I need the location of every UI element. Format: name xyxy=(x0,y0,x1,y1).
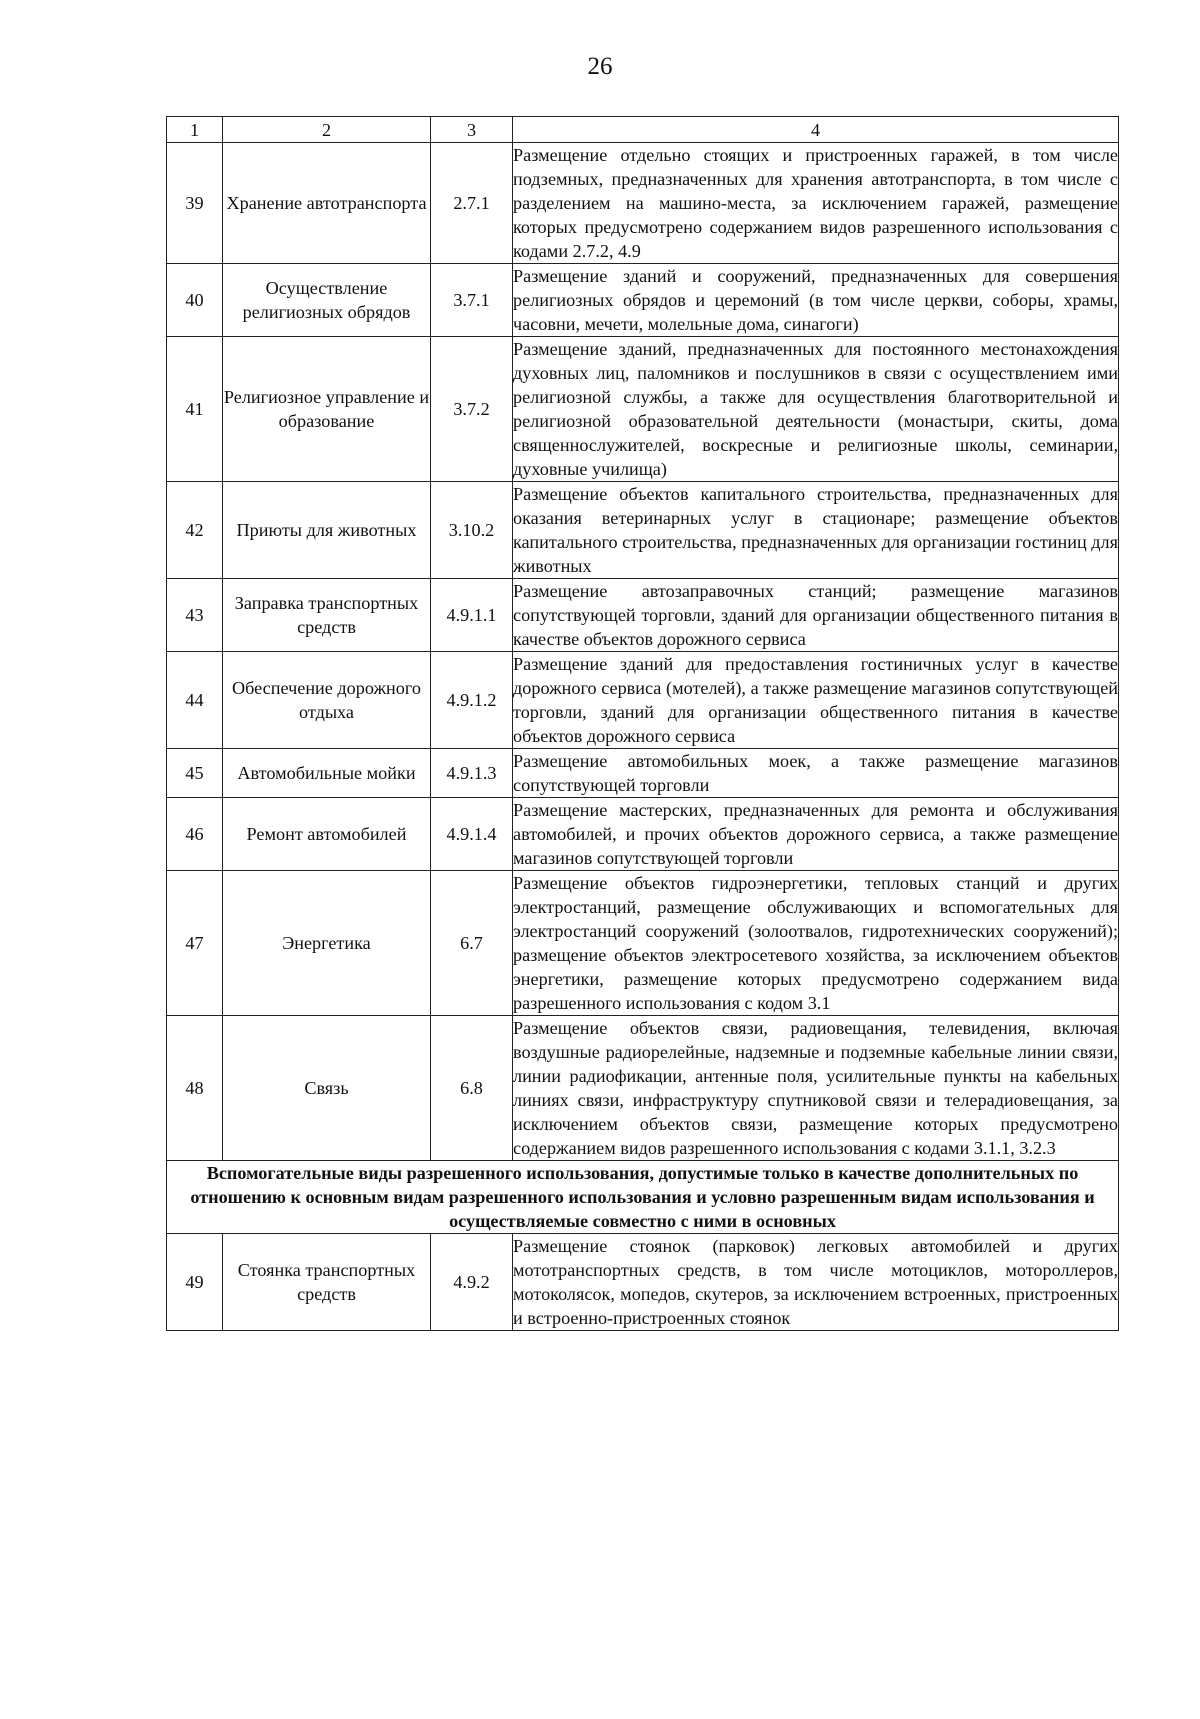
land-use-description: Размещение стоянок (парковок) легковых автомобилей и других мототранспортных средств, в том числе мотоциклов, мотороллеров, мотоколясок, мопедов, скутеров, за исключением встроенных, пристроенных и встроенно-пристроенных стоянок xyxy=(513,1234,1119,1331)
land-use-code: 4.9.1.4 xyxy=(431,798,513,871)
land-use-name: Автомобильные мойки xyxy=(223,749,431,798)
column-number-header-row xyxy=(167,117,1119,143)
land-use-description: Размещение зданий для предоставления гостиничных услуг в качестве дорожного сервиса (мотелей), а также размещение магазинов сопутствующей торговли, зданий для организации общественного питания в качестве объектов дорожного сервиса xyxy=(513,652,1119,749)
land-use-name: Осуществление религиозных обрядов xyxy=(223,264,431,337)
page-number: 26 xyxy=(587,53,613,80)
land-use-description: Размещение отдельно стоящих и пристроенных гаражей, в том числе подземных, предназначенных для хранения автотранспорта, в том числе с разделением на машино-места, за исключением гаражей, размещение которых предусмотрено содержанием видов разрешенного использования с кодами 2.7.2, 4.9 xyxy=(513,143,1119,264)
table-row xyxy=(167,1016,1119,1161)
land-use-description: Размещение зданий и сооружений, предназначенных для совершения религиозных обрядов и церемоний (в том числе церкви, соборы, храмы, часовни, мечети, молельные дома, синагоги) xyxy=(513,264,1119,337)
land-use-code: 4.9.1.3 xyxy=(431,749,513,798)
table-row xyxy=(167,798,1119,871)
land-use-name: Обеспечение дорожного отдыха xyxy=(223,652,431,749)
land-use-table xyxy=(166,116,1119,1331)
header-cell-3: 3 xyxy=(431,117,513,143)
row-number: 43 xyxy=(167,579,223,652)
row-number: 42 xyxy=(167,482,223,579)
land-use-description: Размещение объектов капитального строительства, предназначенных для оказания ветеринарных услуг в стационаре; размещение объектов капитального строительства, предназначенных для организации гостиниц для животных xyxy=(513,482,1119,579)
table-row xyxy=(167,749,1119,798)
land-use-code: 2.7.1 xyxy=(431,143,513,264)
row-number: 47 xyxy=(167,871,223,1016)
row-number: 44 xyxy=(167,652,223,749)
land-use-name: Ремонт автомобилей xyxy=(223,798,431,871)
table-row xyxy=(167,871,1119,1016)
table-row xyxy=(167,143,1119,264)
land-use-code: 3.10.2 xyxy=(431,482,513,579)
land-use-code: 4.9.1.2 xyxy=(431,652,513,749)
table-row xyxy=(167,264,1119,337)
land-use-description: Размещение объектов гидроэнергетики, тепловых станций и других электростанций, размещение обслуживающих и вспомогательных для электростанций сооружений (золоотвалов, гидротехнических сооружений); размещение объектов электросетевого хозяйства, за исключением объектов энергетики, размещение которых предусмотрено содержанием вида разрешенного использования с кодом 3.1 xyxy=(513,871,1119,1016)
land-use-name: Религиозное управление и образование xyxy=(223,337,431,482)
land-use-name: Связь xyxy=(223,1016,431,1161)
land-use-description: Размещение автомобильных моек, а также размещение магазинов сопутствующей торговли xyxy=(513,749,1119,798)
section-header-row xyxy=(167,1161,1119,1234)
land-use-code: 6.8 xyxy=(431,1016,513,1161)
table-row xyxy=(167,337,1119,482)
table-row xyxy=(167,1234,1119,1331)
section-title: Вспомогательные виды разрешенного использования, допустимые только в качестве дополнительных по отношению к основным видам разрешенного использования и условно разрешенным видам использования и осуществляемые совместно с ними в основных xyxy=(167,1161,1119,1234)
land-use-description: Размещение автозаправочных станций; размещение магазинов сопутствующей торговли, зданий для организации общественного питания в качестве объектов дорожного сервиса xyxy=(513,579,1119,652)
land-use-description: Размещение зданий, предназначенных для постоянного местонахождения духовных лиц, паломников и послушников в связи с осуществлением ими религиозной службы, а также для осуществления благотворительной и религиозной образовательной деятельности (монастыри, скиты, дома священнослужителей, воскресные и религиозные школы, семинарии, духовные училища) xyxy=(513,337,1119,482)
header-cell-1: 1 xyxy=(167,117,223,143)
land-use-name: Энергетика xyxy=(223,871,431,1016)
land-use-code: 3.7.2 xyxy=(431,337,513,482)
row-number: 45 xyxy=(167,749,223,798)
land-use-name: Хранение автотранспорта xyxy=(223,143,431,264)
land-use-description: Размещение мастерских, предназначенных для ремонта и обслуживания автомобилей, и прочих объектов дорожного сервиса, а также размещение магазинов сопутствующей торговли xyxy=(513,798,1119,871)
land-use-code: 6.7 xyxy=(431,871,513,1016)
table-row xyxy=(167,652,1119,749)
row-number: 41 xyxy=(167,337,223,482)
table-row xyxy=(167,579,1119,652)
land-use-name: Приюты для животных xyxy=(223,482,431,579)
row-number: 49 xyxy=(167,1234,223,1331)
row-number: 48 xyxy=(167,1016,223,1161)
land-use-name: Стоянка транспортных средств xyxy=(223,1234,431,1331)
header-cell-2: 2 xyxy=(223,117,431,143)
table-row xyxy=(167,482,1119,579)
header-cell-4: 4 xyxy=(513,117,1119,143)
land-use-name: Заправка транспортных средств xyxy=(223,579,431,652)
row-number: 39 xyxy=(167,143,223,264)
row-number: 46 xyxy=(167,798,223,871)
row-number: 40 xyxy=(167,264,223,337)
land-use-code: 3.7.1 xyxy=(431,264,513,337)
land-use-description: Размещение объектов связи, радиовещания, телевидения, включая воздушные радиорелейные, надземные и подземные кабельные линии связи, линии радиофикации, антенные поля, усилительные пункты на кабельных линиях связи, инфраструктуру спутниковой связи и телерадиовещания, за исключением объектов связи, размещение которых предусмотрено содержанием видов разрешенного использования с кодами 3.1.1, 3.2.3 xyxy=(513,1016,1119,1161)
land-use-code: 4.9.1.1 xyxy=(431,579,513,652)
land-use-code: 4.9.2 xyxy=(431,1234,513,1331)
